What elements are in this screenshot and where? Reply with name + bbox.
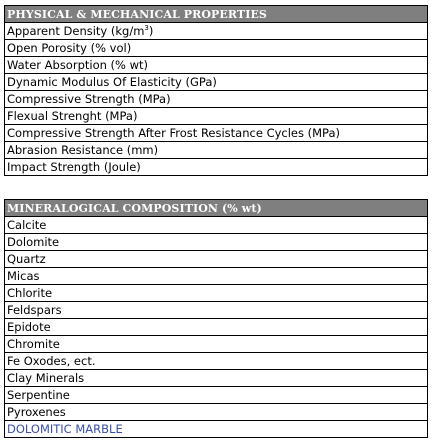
serpentine-label: Serpentine [5, 387, 428, 404]
compressive-strength-label: Compressive Strength (MPa) [5, 91, 428, 108]
chlorite-label: Chlorite [5, 285, 428, 302]
table-row [5, 404, 428, 421]
pyroxenes-label: Pyroxenes [5, 404, 428, 421]
micas-label: Micas [5, 268, 428, 285]
epidote-label: Epidote [5, 319, 428, 336]
flexual-strength-label: Flexual Strenght (MPa) [5, 108, 428, 125]
fe-oxides-label: Fe Oxodes, ect. [5, 353, 428, 370]
clay-minerals-label: Clay Minerals [5, 370, 428, 387]
table-header-row [5, 6, 428, 23]
apparent-density-label: Apparent Density $(kg/m^3)$ [5, 23, 428, 40]
table-row [5, 336, 428, 353]
table-row [5, 268, 428, 285]
frost-resistance-strength-label: Compressive Strength After Frost Resistance Cycles (MPa) [5, 125, 428, 142]
physical-properties-header: PHYSICAL & MECHANICAL PROPERTIES [5, 6, 428, 23]
feldspars-label: Feldspars [5, 302, 428, 319]
open-porosity-label: Open Porosity (% vol) [5, 40, 428, 57]
chromite-label: Chromite [5, 336, 428, 353]
table-row [5, 108, 428, 125]
table-row [5, 319, 428, 336]
table-row[interactable] [5, 421, 428, 438]
table-row [5, 302, 428, 319]
table-row [5, 91, 428, 108]
table-header-row [5, 200, 428, 217]
quartz-label: Quartz [5, 251, 428, 268]
table-row [5, 234, 428, 251]
mineralogical-composition-header: MINERALOGICAL COMPOSITION (% wt) [5, 200, 428, 217]
calcite-label: Calcite [5, 217, 428, 234]
table-row [5, 370, 428, 387]
table-row [5, 353, 428, 370]
physical-mechanical-properties-table [4, 5, 428, 176]
dynamic-modulus-label: Dynamic Modulus Of Elasticity (GPa) [5, 74, 428, 91]
water-absorption-label: Water Absorption (% wt) [5, 57, 428, 74]
table-row [5, 74, 428, 91]
table-row [5, 217, 428, 234]
dolomitic-marble-link[interactable]: DOLOMITIC MARBLE [5, 421, 428, 438]
table-row [5, 142, 428, 159]
table-row [5, 159, 428, 176]
dolomite-label: Dolomite [5, 234, 428, 251]
table-row [5, 251, 428, 268]
table-row [5, 23, 428, 40]
table-row [5, 57, 428, 74]
impact-strength-label: Impact Strength (Joule) [5, 159, 428, 176]
table-row [5, 285, 428, 302]
table-row [5, 40, 428, 57]
abrasion-resistance-label: Abrasion Resistance (mm) [5, 142, 428, 159]
table-row [5, 125, 428, 142]
mineralogical-composition-table [4, 199, 428, 438]
table-row [5, 387, 428, 404]
